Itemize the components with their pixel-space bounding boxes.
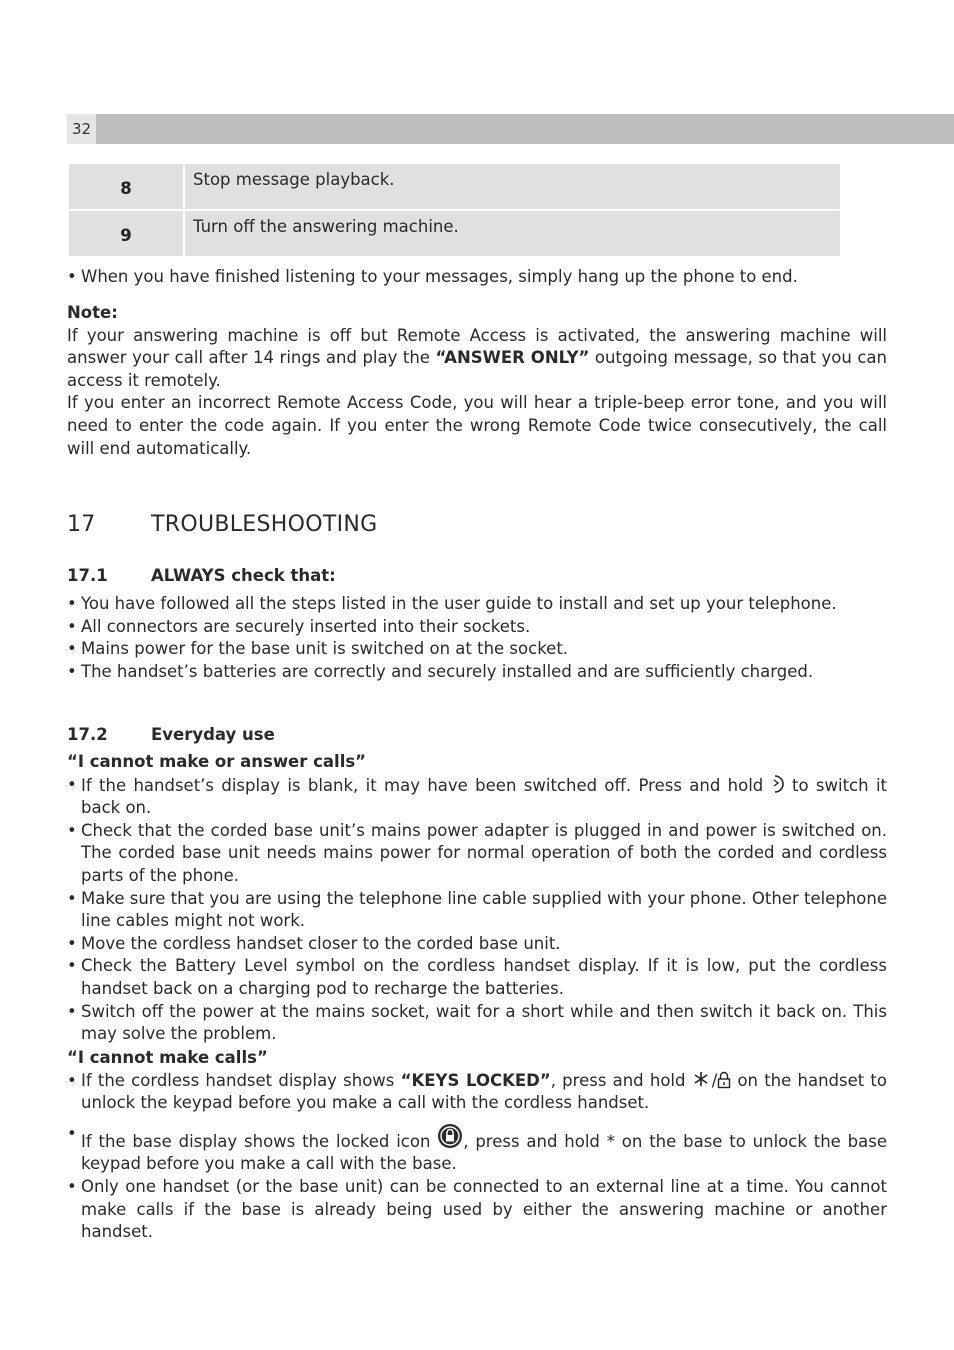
page-header-bar [67, 114, 954, 144]
subsection-heading-17-1: 17.1 ALWAYS check that: [67, 566, 336, 585]
list-item: • If the handset’s display is blank, it may have been switched off. Press and hold to switch it back on. [67, 774, 887, 820]
subheading-make-answer: “I cannot make or answer calls” [67, 752, 367, 771]
list-item: • Check that the corded base unit’s mains power adapter is plugged in and power is switched on. The corded base unit needs mains power for normal operation of both the corded and cordless parts of the phone. [67, 820, 887, 888]
list-item: • Make sure that you are using the telephone line cable supplied with your phone. Other telephone line cables might not work. [67, 888, 887, 933]
power-key-icon [771, 774, 785, 794]
lock-icon [717, 1071, 731, 1089]
intro-bullet-block [67, 266, 887, 289]
note-paragraph-1: If your answering machine is off but Remote Access is activated, the answering machine will answer your call after 14 rings and play the “ANSWER ONLY” outgoing message, so that you can access it remotely. [67, 325, 887, 390]
list-item: • If the cordless handset display shows “KEYS LOCKED”, press and hold / on the handset to unlock the keypad before you make a call with the cordless handset. [67, 1070, 887, 1115]
page-number: 32 [67, 114, 96, 144]
section-heading-17 [67, 512, 377, 537]
keypad-locked-icon [437, 1123, 463, 1149]
everyday-use-block [67, 751, 887, 1046]
star-key-icon [692, 1071, 712, 1089]
note-block [67, 302, 887, 460]
list-item: • Move the cordless handset closer to the corded base unit. [67, 933, 887, 956]
section-number: 17 [67, 512, 96, 537]
section-title: TROUBLESHOOTING [151, 512, 378, 537]
list-item: • When you have finished listening to your messages, simply hang up the phone to end. [67, 266, 887, 289]
key-cell: 8 [69, 164, 183, 209]
subheading-make-calls: “I cannot make calls” [67, 1048, 268, 1067]
table-row [69, 211, 840, 256]
table-row [69, 164, 840, 209]
remote-key-table [67, 162, 842, 258]
list-item: • If the base display shows the locked icon , press and hold * on the base to unlock the base keypad before you make a call with the base. [67, 1123, 887, 1176]
list-item: • Only one handset (or the base unit) can be connected to an external line at a time. You cannot make calls if the base is already being used by either the answering machine or another handset. [67, 1176, 887, 1244]
subsection-heading-17-2: 17.2 Everyday use [67, 725, 275, 744]
list-item: • The handset’s batteries are correctly and securely installed and are sufficiently charged. [67, 661, 887, 684]
note-label: Note: [67, 303, 118, 322]
list-item: • Mains power for the base unit is switched on at the socket. [67, 638, 887, 661]
always-check-list [67, 593, 887, 683]
cannot-make-calls-block [67, 1047, 887, 1244]
list-item: • All connectors are securely inserted into their sockets. [67, 616, 887, 639]
note-paragraph-2: If you enter an incorrect Remote Access Code, you will hear a triple-beep error tone, and you will need to enter the code again. If you enter the wrong Remote Code twice consecutively, the call will end automatically. [67, 393, 887, 458]
key-cell: 9 [69, 211, 183, 256]
description-cell: Stop message playback. [185, 164, 840, 209]
list-item: • You have followed all the steps listed in the user guide to install and set up your telephone. [67, 593, 887, 616]
list-item: • Switch off the power at the mains socket, wait for a short while and then switch it back on. This may solve the problem. [67, 1001, 887, 1046]
description-cell: Turn off the answering machine. [185, 211, 840, 256]
list-item: • Check the Battery Level symbol on the cordless handset display. If it is low, put the cordless handset back on a charging pod to recharge the batteries. [67, 955, 887, 1000]
